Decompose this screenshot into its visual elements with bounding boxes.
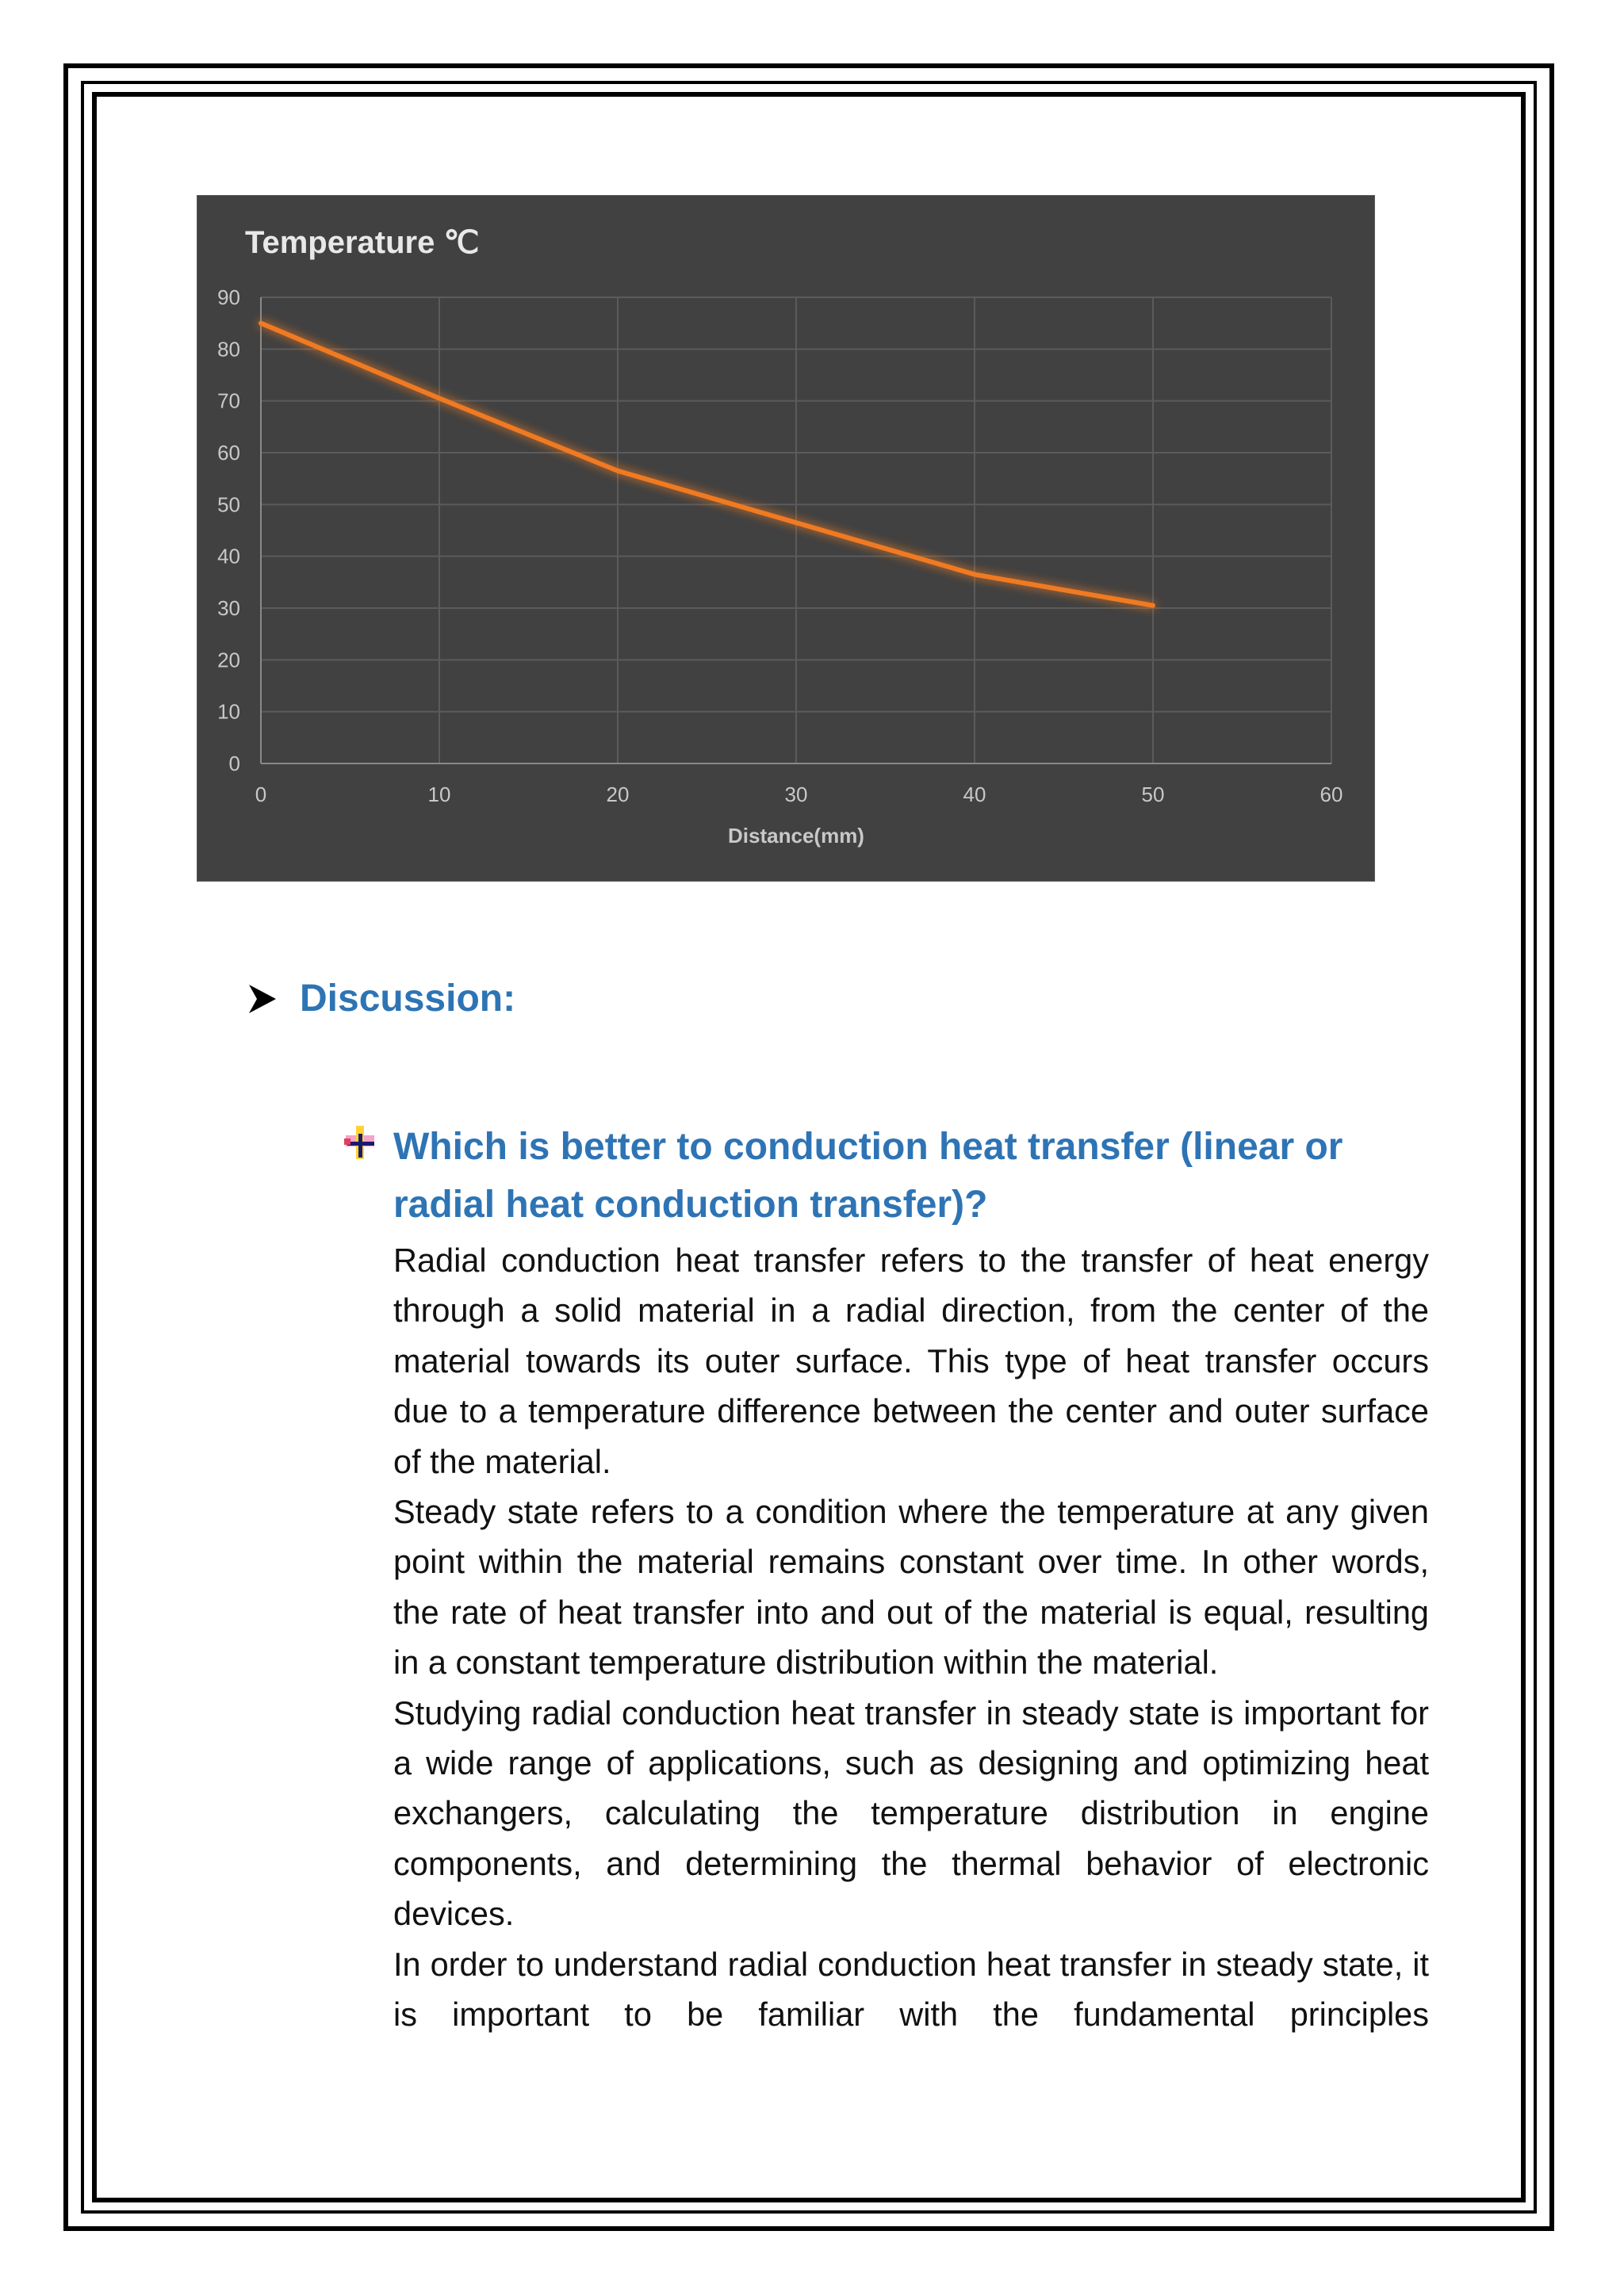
y-tick-label: 30 xyxy=(217,596,240,620)
x-tick-label: 30 xyxy=(784,783,808,806)
paragraph: In order to understand radial conduction heat transfer in steady state, it is important to be familiar with the fundamental principles xyxy=(393,1945,1429,2034)
y-tick-label: 20 xyxy=(217,648,240,672)
y-tick-label: 80 xyxy=(217,337,240,362)
y-tick-label: 10 xyxy=(217,699,240,724)
data-point xyxy=(1152,605,1154,607)
x-tick-label: 0 xyxy=(255,783,267,806)
y-tick-label: 40 xyxy=(217,544,240,568)
y-tick-label: 50 xyxy=(217,492,240,517)
data-point xyxy=(260,323,262,324)
question-title: Which is better to conduction heat transfer (linear or radial heat conduction transfer)? xyxy=(393,1126,1343,1226)
data-point xyxy=(974,574,975,576)
y-tick-label: 60 xyxy=(217,441,240,465)
discussion-body xyxy=(393,1235,1429,2040)
question-block xyxy=(343,1118,1437,1234)
data-point xyxy=(795,522,797,523)
temperature-chart xyxy=(197,195,1375,882)
paragraph: Steady state refers to a condition where the temperature at any given point within the material remains constant over time. In other words, the rate of heat transfer into and out of the material is equal, resulting in a constant temperature distribution within the material. xyxy=(393,1493,1429,1682)
arrow-bullet-icon xyxy=(247,983,278,1015)
y-tick-label: 0 xyxy=(228,752,240,775)
paragraph: Radial conduction heat transfer refers to the transfer of heat energy through a solid material in a radial direction, from the center of the material towards its outer surface. This type of heat transfer occurs due to a temperature difference between the center and outer surface of the material. xyxy=(393,1242,1429,1480)
discussion-heading xyxy=(247,977,515,1020)
discussion-title: Discussion: xyxy=(300,978,516,1020)
paragraph: Studying radial conduction heat transfer in steady state is important for a wide range of applications, such as designing and optimizing heat exchangers, calculating the temperature distribution in engine components, and determining the thermal behavior of electronic devices. xyxy=(393,1693,1429,1933)
data-point xyxy=(617,470,619,472)
chart-title: Temperature ℃ xyxy=(245,225,480,260)
data-point xyxy=(439,397,440,399)
x-tick-label: 40 xyxy=(963,783,986,806)
x-axis-title: Distance(mm) xyxy=(728,824,864,848)
series-line xyxy=(261,323,1153,606)
y-tick-label: 90 xyxy=(217,285,240,309)
x-tick-label: 10 xyxy=(427,783,451,806)
chart-plot xyxy=(197,196,1376,882)
x-tick-label: 60 xyxy=(1320,783,1343,806)
y-tick-label: 70 xyxy=(217,388,240,413)
x-tick-label: 20 xyxy=(606,783,630,806)
cross-bullet-icon xyxy=(343,1124,379,1161)
x-tick-label: 50 xyxy=(1141,783,1165,806)
